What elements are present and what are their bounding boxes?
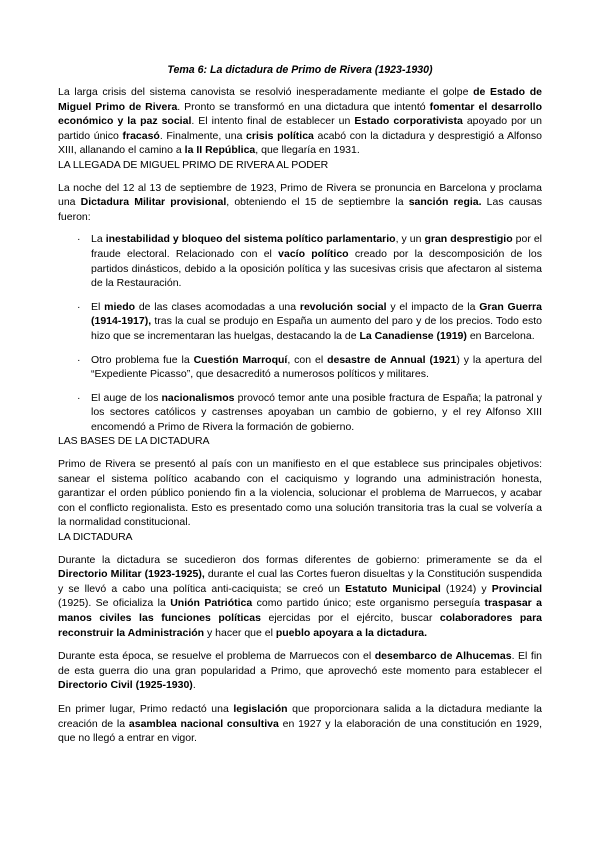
text-run: . (192, 679, 196, 692)
section-heading-dictadura: LA DICTADURA (58, 531, 133, 544)
text-run: en Barcelona. (466, 329, 535, 342)
bold-text: Provincial (491, 582, 542, 595)
bold-text: Gran Guerra (1914-1917), (91, 300, 542, 328)
text-run: . Finalmente, una (159, 129, 247, 142)
bold-text: Estado corporativista (354, 115, 463, 128)
dictadura-paragraph (58, 649, 542, 693)
text-run: Durante la dictadura se sucedieron dos formas diferentes de gobierno: primeramente se da el (58, 553, 542, 566)
bold-text: desembarco de Alhucemas (374, 650, 512, 663)
bold-text: revolución social (299, 300, 387, 313)
bold-text: desastre de Annual (1921 (327, 353, 457, 366)
list-item-text (91, 301, 542, 342)
causes-list (58, 232, 542, 434)
text-run: . El intento final de establecer un (191, 115, 355, 128)
text-run: en 1927 y la elaboración de una constitución en 1929, que no llegó a entrar en vigor. (58, 717, 542, 745)
dictadura-paragraph (58, 702, 542, 746)
list-item-text (91, 392, 542, 433)
text-run: y el impacto de la (386, 300, 480, 313)
bold-text: asamblea nacional consultiva (128, 717, 279, 730)
list-item (58, 300, 542, 344)
text-run: (1924) y (440, 582, 492, 595)
bases-paragraph (58, 457, 542, 530)
bold-text: de Estado de Miguel Primo de Rivera (58, 86, 542, 113)
text-run: , que llegaría en 1931. (255, 144, 360, 157)
bullet-marker: · (77, 233, 81, 246)
bold-text: la II República (184, 144, 256, 157)
text-run: . El fin de esta guerra dio una gran popularidad a Primo, que aprovechó este momento para establecer el (58, 650, 542, 677)
text-run: La larga crisis del sistema canovista se resolvió inesperadamente mediante el golpe (58, 86, 474, 98)
text-run: (1925). Se oficializa la (58, 597, 171, 610)
text-run: Otro problema fue la (91, 353, 194, 366)
text-run: acabó con la dictadura y desprestigió a Alfonso XIII, allanando el camino a (58, 129, 542, 157)
bold-text: vacío político (278, 247, 349, 260)
bold-text: gran desprestigio (424, 233, 513, 246)
bold-text: nacionalismos (161, 391, 235, 404)
section-heading-llegada: LA LLEGADA DE MIGUEL PRIMO DE RIVERA AL PODER (58, 158, 329, 171)
text-run: y hacer que el (204, 626, 276, 639)
list-item-text (91, 233, 542, 289)
bold-text: traspasar a manos civiles las funciones políticas (58, 597, 542, 624)
text-run: Durante esta época, se resuelve el problema de Marruecos con el (58, 650, 375, 663)
bold-text: fomentar el desarrollo económico y la paz social (58, 100, 542, 128)
bold-text: legislación (233, 702, 288, 715)
bold-text: fracasó (122, 129, 160, 142)
dictadura-paragraph (58, 553, 542, 641)
bold-text: Unión Patriótica (170, 597, 253, 610)
bold-text: Estatuto Municipal (345, 582, 441, 595)
document-page (58, 64, 542, 746)
list-item (58, 353, 542, 382)
bold-text: Dictadura Militar provisional (80, 196, 227, 209)
text-run: . Pronto se transformó en una dictadura que intentó (177, 100, 430, 113)
bold-text: crisis política (246, 129, 314, 142)
text-run: Primo de Rivera se presentó al país con un manifiesto en el que establece sus principales objetivos: sanear el sistema político acabando con el caciquismo y logrando una administración honesta, garantizar el orden público poniendo fin a la violencia, solucionar el problema de Marruecos, y acabar con el conflicto regionalista. Esto es presentado como una solución transitoria tras la cual se volvería a la normalidad constitucional. (58, 458, 542, 529)
text-run: por el fraude electoral. Relacionado con el (91, 233, 542, 260)
llegada-paragraph (58, 181, 542, 225)
bullet-marker: · (77, 391, 81, 404)
intro-paragraph (58, 85, 542, 158)
bullet-marker: · (77, 300, 81, 313)
text-run: El (91, 300, 105, 313)
text-run: ejercidas por el ejército, buscar (260, 612, 440, 624)
bold-text: pueblo apoyara a la dictadura. (275, 626, 427, 639)
document-title: Tema 6: La dictadura de Primo de Rivera (1923-1930) (167, 64, 433, 76)
text-run: En primer lugar, Primo redactó una (58, 702, 234, 715)
text-run: , y un (395, 233, 425, 246)
list-item (58, 391, 542, 435)
bold-text: sanción regia. (408, 196, 482, 209)
text-run: provocó temor ante una posible fractura de España; la patronal y los sectores católicos y castrenses apoyaban un cambio de gobierno, y el rey Alfonso XIII encomendó a Primo de Rivera la formación de gobierno. (91, 391, 543, 433)
text-run: tras la cual se produjo en España un aumento del paro y de los precios. Todo esto hizo que se incrementaran las huelgas, destacando la de (91, 315, 542, 342)
text-run: El auge de los (91, 391, 162, 404)
text-run: La noche del 12 al 13 de septiembre de 1923, Primo de Rivera se pronuncia en Barcelona y proclama una (58, 181, 542, 209)
text-run: , con el (287, 353, 328, 366)
section-heading-bases: LAS BASES DE LA DICTADURA (58, 435, 210, 448)
bullet-marker: · (77, 353, 81, 366)
text-run: Las causas fueron: (58, 196, 543, 223)
bold-text: inestabilidad y bloqueo del sistema político parlamentario (105, 233, 396, 246)
text-run: , obteniendo el 15 de septiembre la (226, 196, 409, 209)
bold-text: Directorio Militar (1923-1925), (58, 568, 205, 581)
bold-text: miedo (104, 300, 136, 313)
text-run: durante el cual las Cortes fueron disueltas y la Constitución suspendida y se llevó a cabo una política anti-caciquista; se creó un (58, 568, 542, 595)
text-run: ) y la apertura del “Expediente Picasso”, que desacreditó a numerosos políticos y militares. (91, 353, 542, 381)
list-item (58, 232, 542, 290)
text-run: creado por la descomposición de los partidos dinásticos, debido a la oposición política y las sucesivas crisis que afectaron al sistema de la Restauración. (91, 247, 542, 290)
list-item-text (91, 354, 542, 381)
bold-text: La Canadiense (1919) (359, 329, 467, 342)
bold-text: Cuestión Marroquí (193, 353, 288, 366)
text-run: La (91, 233, 106, 246)
bold-text: colaboradores para reconstruir la Administración (58, 612, 543, 639)
text-run: apoyado por un partido único (58, 115, 542, 142)
text-run: como partido único; este organismo perseguía (252, 597, 485, 610)
text-run: que proporcionara salida a la dictadura mediante la creación de la (58, 702, 542, 730)
text-run: de las clases acomodadas a una (135, 300, 300, 313)
bold-text: Directorio Civil (1925-1930) (58, 679, 193, 692)
